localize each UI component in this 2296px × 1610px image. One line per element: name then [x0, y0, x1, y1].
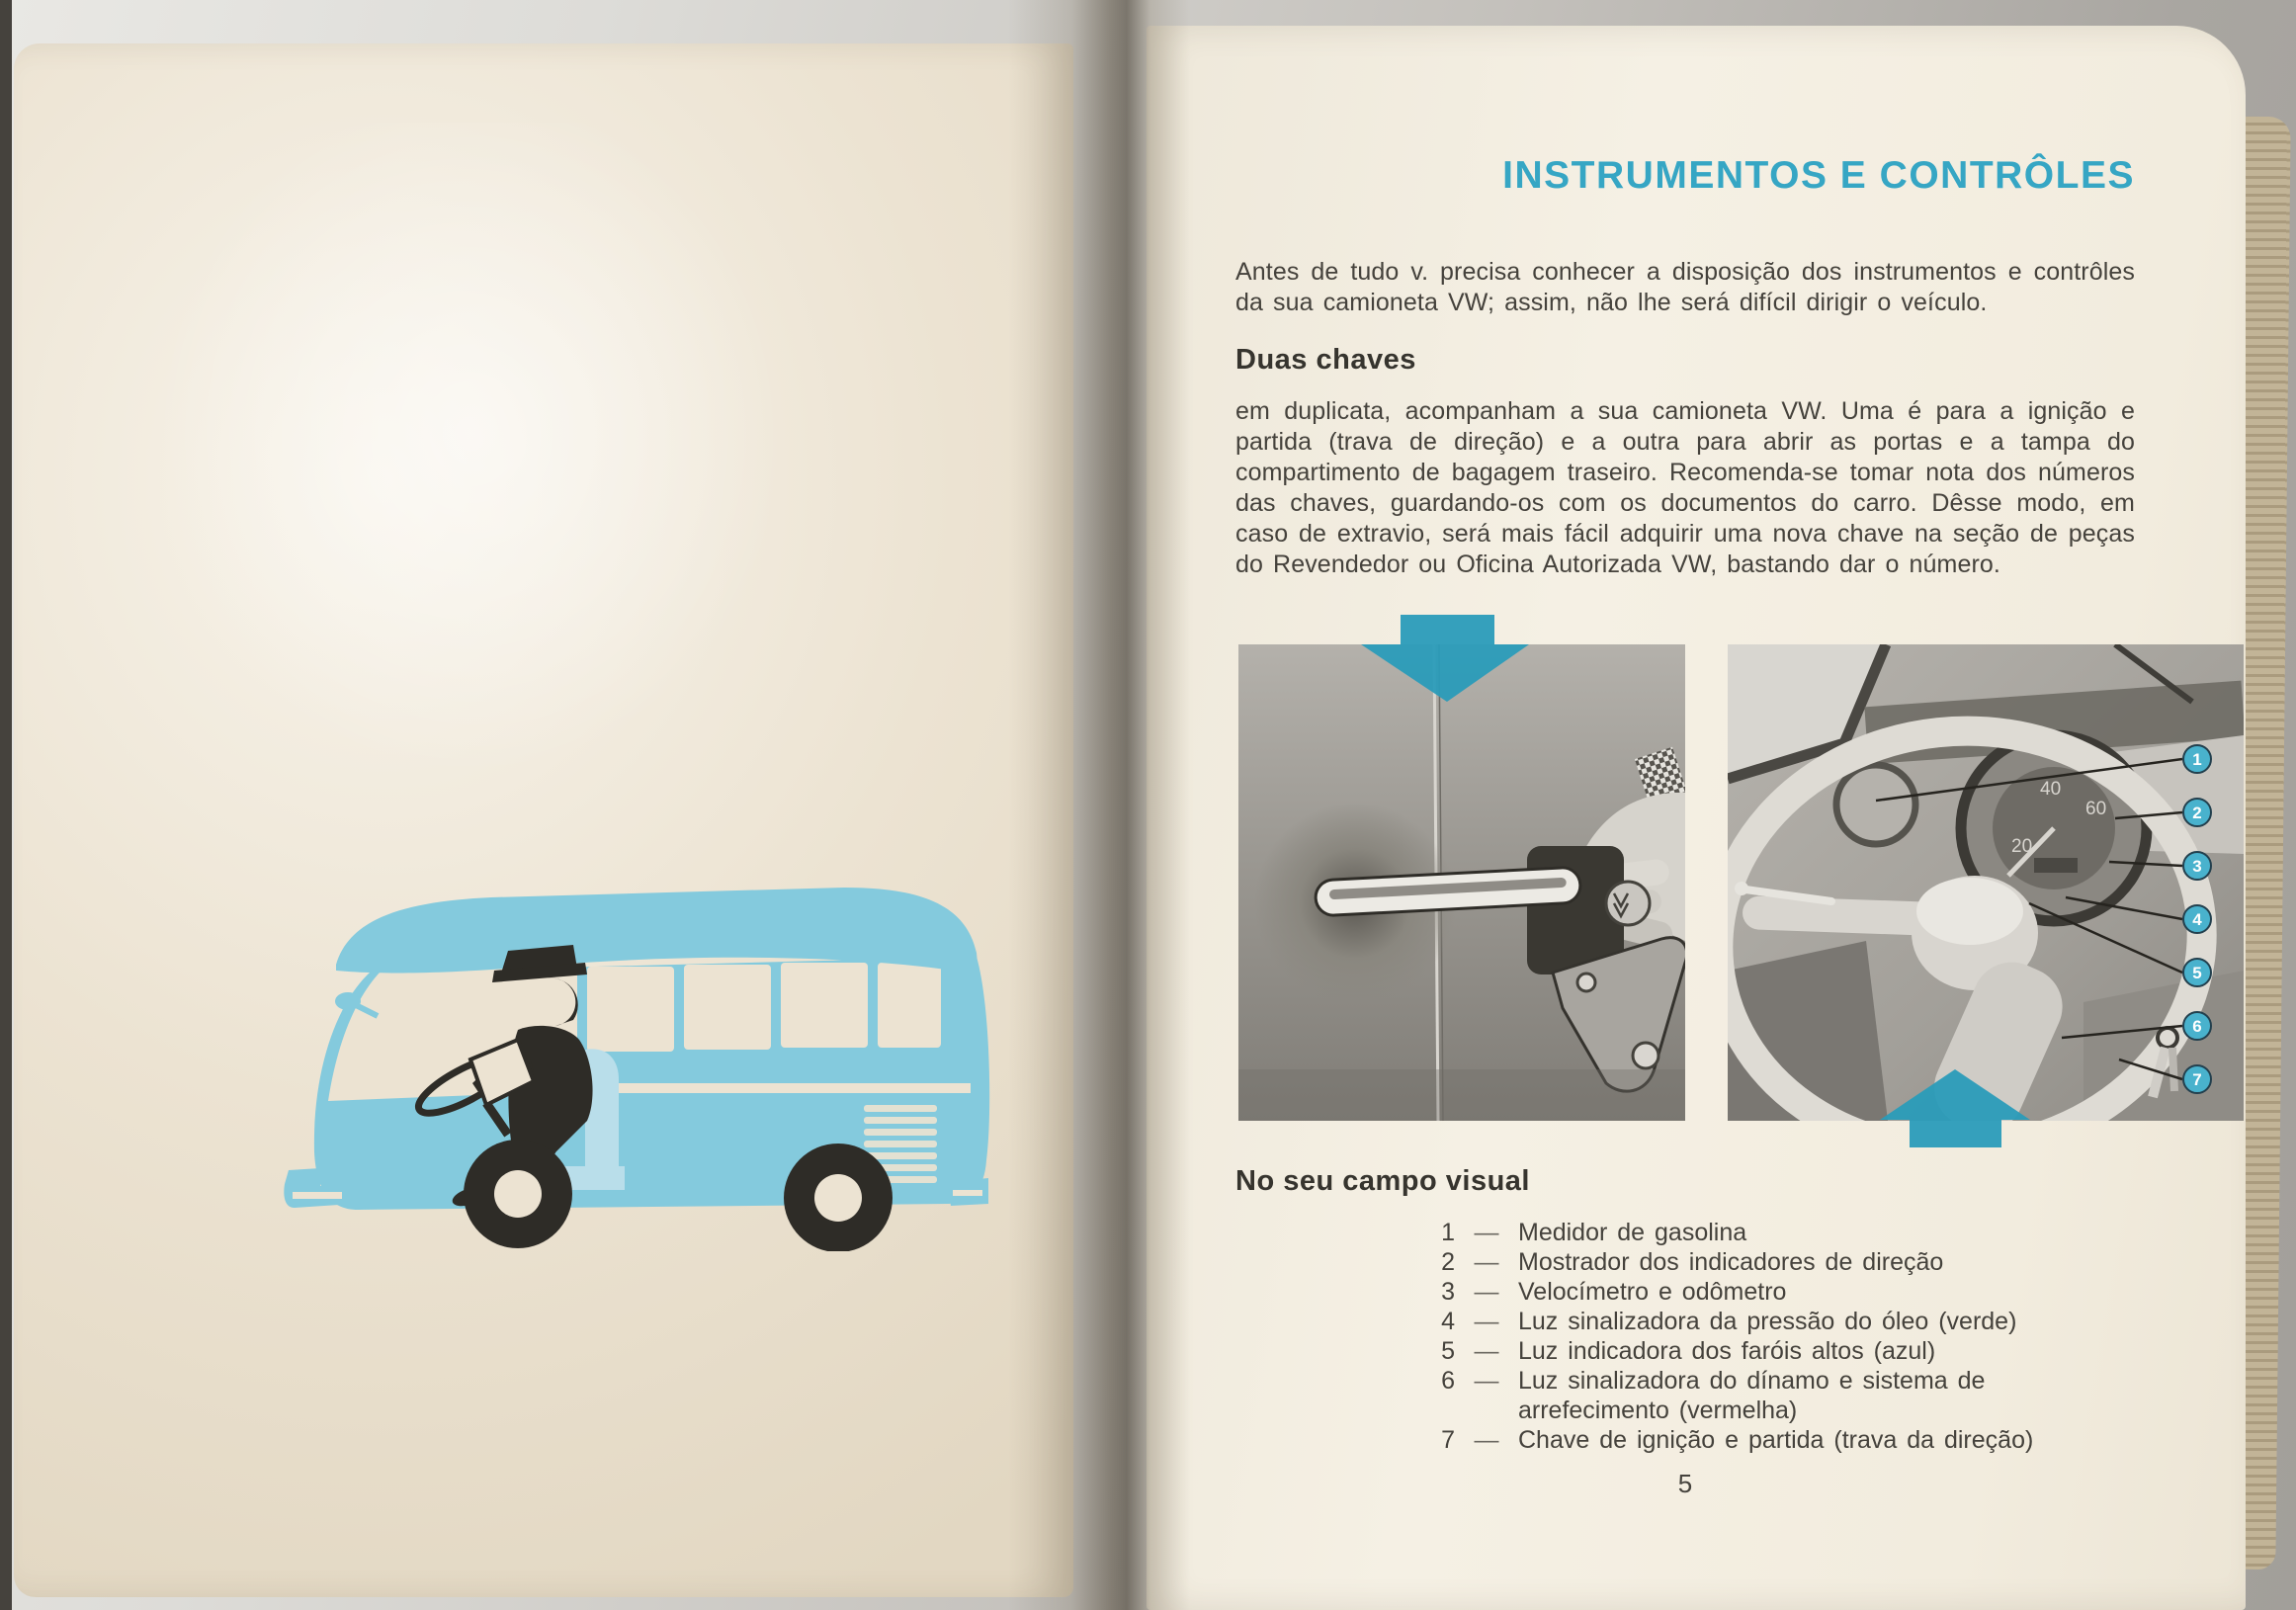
- list-item-number: 6: [1441, 1367, 1455, 1395]
- list-item-number: 3: [1441, 1278, 1455, 1306]
- list-item-dash: —: [1474, 1308, 1499, 1335]
- vw-key: [1606, 882, 1650, 925]
- callout-badge-4: 4: [2182, 904, 2212, 934]
- list-item-text: Chave de ignição e partida (trava da direção): [1518, 1426, 2034, 1454]
- intro-paragraph: Antes de tudo v. precisa conhecer a disposição dos instrumentos e contrôles da sua camioneta VW; assim, não lhe será difícil dirigir o veículo.: [1235, 258, 2135, 316]
- down-arrow-icon: [1360, 615, 1530, 704]
- list-item-text: Luz sinalizadora do dínamo e sistema de arrefecimento (vermelha): [1518, 1367, 1986, 1424]
- list-item-number: 1: [1441, 1219, 1455, 1246]
- list-item-dash: —: [1474, 1367, 1499, 1395]
- list-item-dash: —: [1474, 1426, 1499, 1454]
- right-page: [1147, 26, 2246, 1610]
- list-item: [1235, 1277, 2135, 1307]
- vw-bus-illustration: [259, 856, 990, 1251]
- book-left-edge: [0, 0, 12, 1610]
- door-handle-key-photo-art: [1238, 644, 1685, 1121]
- dashboard-photo-art: [1728, 644, 2244, 1121]
- list-item: [1235, 1247, 2135, 1277]
- fuel-gauge: [1836, 765, 1915, 844]
- list-item-text: Velocímetro e odômetro: [1518, 1278, 1787, 1306]
- list-item-text: Medidor de gasolina: [1518, 1219, 1747, 1246]
- callout-badge-2: 2: [2182, 798, 2212, 827]
- page-number: 5: [1677, 1469, 1693, 1498]
- list-item: [1235, 1336, 2135, 1366]
- list-item: [1235, 1366, 2135, 1425]
- list-item-text: Mostrador dos indicadores de direção: [1518, 1248, 1944, 1276]
- list-item-number: 5: [1441, 1337, 1455, 1365]
- bus-side-windows: [587, 963, 941, 1052]
- list-item-dash: —: [1474, 1248, 1499, 1276]
- list-item: [1235, 1218, 2135, 1247]
- list-item: [1235, 1307, 2135, 1336]
- callout-badge-1: 1: [2182, 744, 2212, 774]
- section-heading-duas-chaves: Duas chaves: [1235, 344, 1416, 376]
- list-item-number: 2: [1441, 1248, 1455, 1276]
- callout-badge-3: 3: [2182, 851, 2212, 881]
- list-item-text: Luz sinalizadora da pressão do óleo (verde): [1518, 1308, 2017, 1335]
- list-item-text: Luz indicadora dos faróis altos (azul): [1518, 1337, 1936, 1365]
- section-heading-campo-visual: No seu campo visual: [1235, 1165, 1530, 1197]
- list-item-dash: —: [1474, 1278, 1499, 1306]
- svg-text:60: 60: [2085, 799, 2107, 819]
- callout-badge-5: 5: [2182, 958, 2212, 987]
- door-handle-key-photo: [1238, 644, 1685, 1121]
- svg-text:40: 40: [2040, 779, 2062, 800]
- list-item: [1235, 1425, 2135, 1455]
- left-page: [14, 43, 1073, 1597]
- list-item-dash: —: [1474, 1219, 1499, 1246]
- visual-field-list: [1235, 1218, 2135, 1455]
- svg-text:20: 20: [2011, 836, 2033, 857]
- list-item-number: 7: [1441, 1426, 1455, 1454]
- keys-paragraph: em duplicata, acompanham a sua camioneta VW. Uma é para a ignição e partida (trava de direção) e a outra para abrir as portas e a tampa do compartimento de bagagem traseiro. Recomenda-se tomar nota dos números das chaves, guardando-os com os documentos do carro. Dêsse modo, em caso de extravio, será mais fácil adquirir uma nova chave na seção de peças do Revendedor ou Oficina Autorizada VW, bastando dar o número.: [1235, 397, 2135, 578]
- callout-badge-6: 6: [2182, 1011, 2212, 1041]
- page-title: INSTRUMENTOS E CONTRÔLES: [1502, 154, 2135, 197]
- up-arrow-icon: [1880, 1067, 2030, 1176]
- callout-badge-7: 7: [2182, 1064, 2212, 1094]
- list-item-number: 4: [1441, 1308, 1455, 1335]
- dashboard-photo: [1728, 644, 2244, 1121]
- list-item-dash: —: [1474, 1337, 1499, 1365]
